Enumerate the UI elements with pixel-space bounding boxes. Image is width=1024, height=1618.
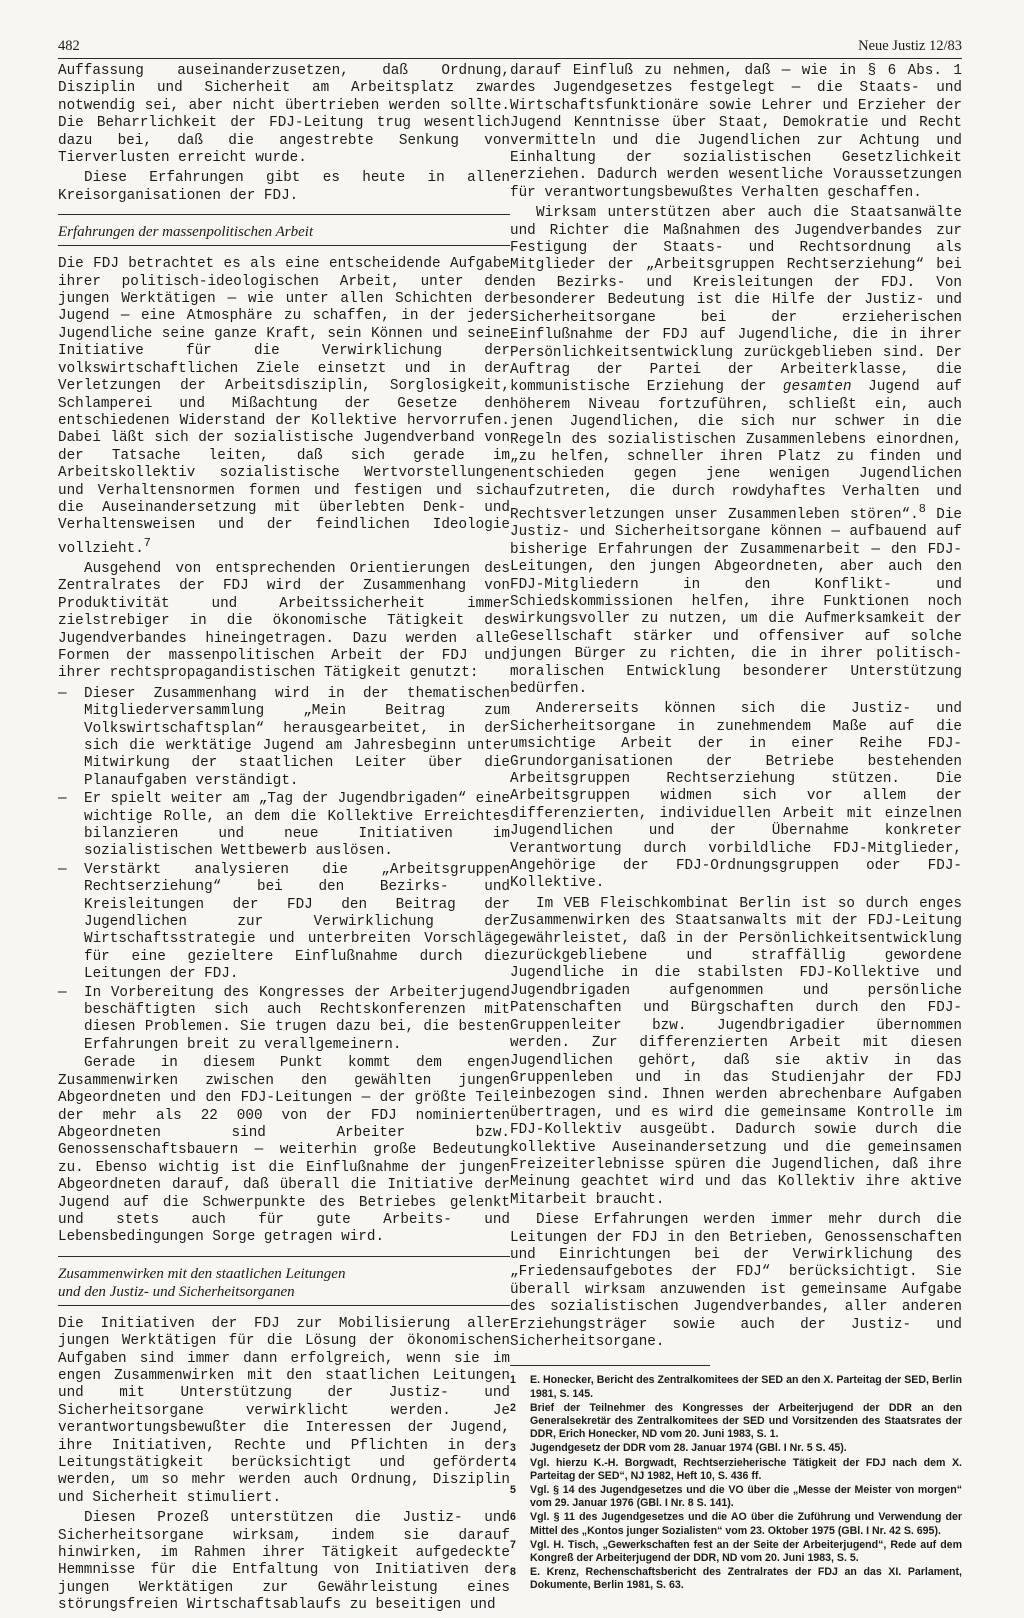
footnote-text: Jugendgesetz der DDR vom 28. Januar 1974 (GBl. I Nr. 5 S. 45).: [530, 1442, 847, 1455]
footnote: [510, 1457, 962, 1483]
footnote: [510, 1484, 962, 1510]
footnote-number: 3: [510, 1442, 516, 1455]
section-heading-zusammenwirken: [58, 1256, 510, 1306]
page-number: 482: [58, 38, 80, 54]
paragraph-aufgabe: [58, 256, 510, 558]
footnote-ref-8: 8: [918, 502, 926, 517]
paragraph-gerade: Gerade in diesem Punkt kommt dem engen Zusammenwirken zwischen den gewählten jungen Abgeordneten und den FDJ-Leitungen — der größte Teil der mehr als 22 000 von der FDJ nominierten Abgeordneten sind Arbeiter bzw. Genossenschaftsbauern — weiterhin große Bedeutung zu. Ebenso wichtig ist die Einflußnahme der jungen Abgeordneten darauf, daß überall die Initiative der Jugend auf die Schwerpunkte des Betriebes gelenkt und stets auch für gute Arbeits- und Lebensbedingungen Sorge getragen wird.: [58, 1055, 510, 1246]
paragraph-diese-erfahrungen: Diese Erfahrungen werden immer mehr durch die Leitungen der FDJ in den Betrieben, Genossenschaften und Einrichtungen bei der Verwirklichung des „Friedensaufgebotes der FDJ“ berücksichtigt. Sie überall wirksam anzuwenden ist gemeinsame Aufgabe des sozialistischen Jugendverbandes, aller anderen Erziehungsträger sowie auch der Justiz- und Sicherheitsorgane.: [510, 1212, 962, 1351]
paragraph-aufgabe-text: Die FDJ betrachtet es als eine entscheidende Aufgabe ihrer politisch-ideologischen Arbeit, unter den jungen Werktätigen — wie unter allen Schichten der Jugend — eine Atmosphäre zu schaffen, in der jeder Jugendliche seine ganze Kraft, sein Können und seine Initiative für die Verwirklichung der volkswirtschaftlichen Ziele einsetzt und in der Verletzungen der Arbeitsdisziplin, Sorglosigkeit, Schlamperei und Mißachtung der Gesetze den entschiedenen Widerstand der Kollektive hervorrufen. Dabei läßt sich der sozialistische Jugendverband von der Tatsache leiten, daß sich gerade im Arbeitskollektiv sozialistische Wertvorstellungen und Verhaltensnormen formen und festigen und sich die Auseinandersetzung mit überlebten Denk- und Verhaltensweisen und der feindlichen Ideologie vollzieht.: [58, 256, 510, 557]
section-heading-massenpolitische-arbeit: [58, 214, 510, 246]
footnote-number: 5: [510, 1484, 516, 1497]
section-heading-line: Zusammenwirken mit den staatlichen Leitungen: [58, 1265, 346, 1282]
footnote-number: 4: [510, 1456, 516, 1469]
footnote-text: Brief der Teilnehmer des Kongresses der Arbeiterjugend der DDR an den Generalsekretär des Zentralkomitees der SED und Vorsitzenden des Staatsrates der DDR, Erich Honecker, ND vom 20. Juni 1983, S. 1.: [530, 1401, 962, 1441]
footnote-text: E. Honecker, Bericht des Zentralkomitees der SED an den X. Parteitag der SED, Berlin 1981, S. 145.: [530, 1374, 962, 1400]
section-heading-line: und den Justiz- und Sicherheitsorganen: [58, 1283, 295, 1300]
dash-list-item: — Dieser Zusammenhang wird in der thematischen Mitgliederversammlung „Mein Beitrag zum Volkswirtschaftsplan“ herausgearbeitet, in der sich die werktätige Jugend am Jahresbeginn unter Mitwirkung der staatlichen Leiter über die Planaufgaben verständigt.: [58, 686, 510, 790]
footnotes: [510, 1374, 962, 1592]
text-columns: [58, 63, 962, 1618]
paragraph-wirksam: [510, 205, 962, 698]
right-column: [510, 63, 962, 1594]
paragraph-veb-fleischkombinat: Im VEB Fleischkombinat Berlin ist so durch enges Zusammenwirken des Staatsanwalts mit der FDJ-Leitung gewährleistet, daß in der Persönlichkeitsentwicklung zurückgebliebene und straffällig gewordene Jugendliche in die stabilsten FDJ-Kollektive und Jugendbrigaden aufgenommen und persönliche Patenschaften und Bürgschaften durch den FDJ-Gruppenleiter bzw. Jugendbrigadier übernommen werden. Zur differenzierten Arbeit mit diesen Jugendlichen gehört, daß sie aktiv in das Gruppenleben und in das Studienjahr der FDJ einbezogen sind. Ihnen werden abrechenbare Aufgaben übertragen, und es wird die gemeinsame Kontrolle im FDJ-Kollektiv ausgeübt. Dadurch sowie durch die kollektive Auseinandersetzung und die gemeinsamen Freizeiterlebnisse spüren die Jugendlichen, daß ihre Meinung geachtet wird und das Kollektiv ihre aktive Mitarbeit braucht.: [510, 895, 962, 1208]
paragraph-prozess: Diesen Prozeß unterstützen die Justiz- und Sicherheitsorgane wirksam, indem sie darauf hinwirken, im Rahmen ihrer Tätigkeit aufgedeckte Hemmnisse für die Entfaltung von Initiativen der jungen Werktätigen zur Gewährleistung eines störungsfreien Wirtschaftsablaufs zu beseitigen und: [58, 1510, 510, 1614]
footnote: [510, 1566, 962, 1592]
footnote: [510, 1539, 962, 1565]
page-header: [58, 38, 962, 59]
footnote: [510, 1374, 962, 1400]
dash-list-item: — Er spielt weiter am „Tag der Jugendbrigaden“ eine wichtige Rolle, an dem die Kollektive Erreichtes bilanzieren und neue Initiativen im sozialistischen Wettbewerb auslösen.: [58, 791, 510, 861]
footnote-text: Vgl. hierzu K.-H. Borgwadt, Rechtserzieherische Tätigkeit der FDJ nach dem X. Parteitag der SED“, NJ 1982, Heft 10, S. 436 ff.: [530, 1456, 962, 1482]
footnote-number: 2: [510, 1401, 516, 1414]
left-column: [58, 63, 510, 1618]
footnote: [510, 1511, 962, 1537]
footnote-divider: [510, 1365, 710, 1366]
footnote-text: Vgl. § 14 des Jugendgesetzes und die VO über die „Messe der Meister von morgen“ vom 29. Januar 1976 (GBl. I Nr. 8 S. 141).: [530, 1484, 962, 1510]
paragraph-wirksam-text: Jugend auf höherem Niveau fortzuführen, schließt ein, auch jenen Jugendlichen, die sich nur schwer in die Regeln des sozialistischen Zusammenlebens einordnen, „zu helfen, schneller ihren Platz zu finden und entschieden gegen jene wenigen Jugendlichen aufzutreten, die durch rowdyhaftes Verhalten und Rechtsverletzungen unser Zusammenleben stören“.: [510, 379, 963, 523]
footnote-text: E. Krenz, Rechenschaftsbericht des Zentralrates der FDJ an das XI. Parlament, Dokumente, Berlin 1981, S. 63.: [530, 1566, 962, 1592]
footnote-number: 1: [510, 1374, 516, 1387]
dash-list-item: — In Vorbereitung des Kongresses der Arbeiterjugend beschäftigten sich auch Rechtskonferenzen mit diesen Problemen. Sie trugen dazu bei, die besten Erfahrungen breit zu verallgemeinern.: [58, 985, 510, 1055]
journal-issue: Neue Justiz 12/83: [858, 38, 962, 54]
section-heading-text: Erfahrungen der massenpolitischen Arbeit: [58, 224, 314, 241]
footnote-text: Vgl. H. Tisch, „Gewerkschaften fest an der Seite der Arbeiterjugend“, Rede auf dem Kongreß der Arbeiterjugend der DDR, ND vom 20. Juni 1983, S. 5.: [530, 1538, 962, 1565]
dash-list-item: — Verstärkt analysieren die „Arbeitsgruppen Rechtserziehung“ bei den Bezirks- und Kreisleitungen der FDJ den Beitrag der Jugendlichen zur Verwirklichung der Wirtschaftsstrategie und unterbreiten Vorschläge für eine gezieltere Einflußnahme durch die Leitungen der FDJ.: [58, 862, 510, 984]
paragraph-intro: Auffassung auseinanderzusetzen, daß Ordnung, Disziplin und Sicherheit am Arbeitsplatz zwar notwendig sei, aber nicht übertrieben werden sollte. Die Beharrlichkeit der FDJ-Leitung trug wesentlich dazu bei, daß die angestrebte Senkung von Tierverlusten erreicht wurde.: [58, 63, 510, 167]
footnote: [510, 1402, 962, 1442]
emphasis-gesamten: gesamten: [782, 379, 852, 396]
paragraph-initiativen: Die Initiativen der FDJ zur Mobilisierung aller jungen Werktätigen für die Lösung der ökonomischen Aufgaben sind immer dann erfolgreich, wenn sie im engen Zusammenwirken mit den staatlichen Leitungen und mit Unterstützung der Justiz- und Sicherheitsorgane verwirklicht werden. Je verantwortungsbewußter die Interessen der Jugend, ihre Initiativen, Rechte und Pflichten in der Leitungstätigkeit berücksichtigt und gefördert werden, um so mehr werden auch Ordnung, Disziplin und Sicherheit stimuliert.: [58, 1315, 510, 1506]
footnote-number: 6: [510, 1511, 516, 1524]
footnote-number: 7: [510, 1538, 516, 1551]
footnote-text: Vgl. § 11 des Jugendgesetzes und die AO über die Zuführung und Verwendung der Mittel des „Kontos junger Sozialisten“ vom 23. Oktober 1975 (GBl. I Nr. 42 S. 695).: [530, 1511, 962, 1537]
footnote: [510, 1442, 962, 1455]
paragraph-einfluss: darauf Einfluß zu nehmen, daß — wie in § 6 Abs. 1 des Jugendgesetzes festgelegt — die Staats- und Wirtschaftsfunktionäre sowie Lehrer und Erzieher der Jugend Kenntnisse über Staat, Demokratie und Recht vermitteln und die Jugendlichen zur Achtung und Einhaltung der sozialistischen Gesetzlichkeit erziehen. Dadurch werden wesentliche Voraussetzungen für verantwortungsbewußtes Verhalten geschaffen.: [510, 63, 962, 201]
paragraph-andererseits: Andererseits können sich die Justiz- und Sicherheitsorgane in zunehmendem Maße auf die umsichtige Arbeit der in einer Reihe FDJ-Grundorganisationen der Betriebe bestehenden Arbeitsgruppen Rechtserziehung stützen. Die Arbeitsgruppen widmen sich vor allem der differenzierten, individuellen Arbeit mit einzelnen Jugendlichen und der Übernahme konkreter Verantwortung durch vorbildliche FDJ-Mitglieder, Angehörige der FDJ-Ordnungsgruppen oder FDJ-Kollektive.: [510, 701, 962, 892]
paragraph-wirksam-text: Die Justiz- und Sicherheitsorgane können — aufbauend auf bisherige Erfahrungen der Zusammenarbeit — den FDJ-Leitungen, den jungen Abgeordneten, aber auch den FDJ-Mitgliedern in den Konflikt- und Schiedskommissionen helfen, ihre Funktionen noch wirkungsvoller zu nutzen, um die Aufmerksamkeit der Gesellschaft stärker und offensiver auf solche jungen Bürger zu richten, die in ihrer politisch-moralischen Entwicklung besonderer Unterstützung bedürfen.: [510, 506, 962, 697]
paragraph-wirksam-text: Wirksam unterstützen aber auch die Staatsanwälte und Richter die Maßnahmen des Jugendverbandes zur Festigung der Staats- und Rechtsordnung als Mitglieder der „Arbeitsgruppen Rechtserziehung“ bei den Bezirks- und Kreisleitungen der FDJ. Von besonderer Bedeutung ist die Hilfe der Justiz- und Sicherheitsorgane bei der erzieherischen Einflußnahme der FDJ auf Jugendliche, die in ihrer Persönlichkeitsentwicklung zurückgeblieben sind. Der Auftrag der Partei der Arbeiterklasse, die kommunistische Erziehung der: [510, 205, 962, 396]
footnote-number: 8: [510, 1566, 516, 1579]
footnote-ref-7: 7: [143, 535, 151, 550]
paragraph-kreisorganisationen: Diese Erfahrungen gibt es heute in allen Kreisorganisationen der FDJ.: [58, 170, 510, 204]
paragraph-ausgehend: Ausgehend von entsprechenden Orientierungen des Zentralrates der FDJ wird der Zusammenhang von Produktivität und Arbeitssicherheit immer zielstrebiger in die ökonomische Tätigkeit des Jugendverbandes hineingetragen. Dazu werden alle Formen der massenpolitischen Arbeit der FDJ und ihrer rechtspropagandistischen Tätigkeit genutzt:: [58, 560, 510, 682]
